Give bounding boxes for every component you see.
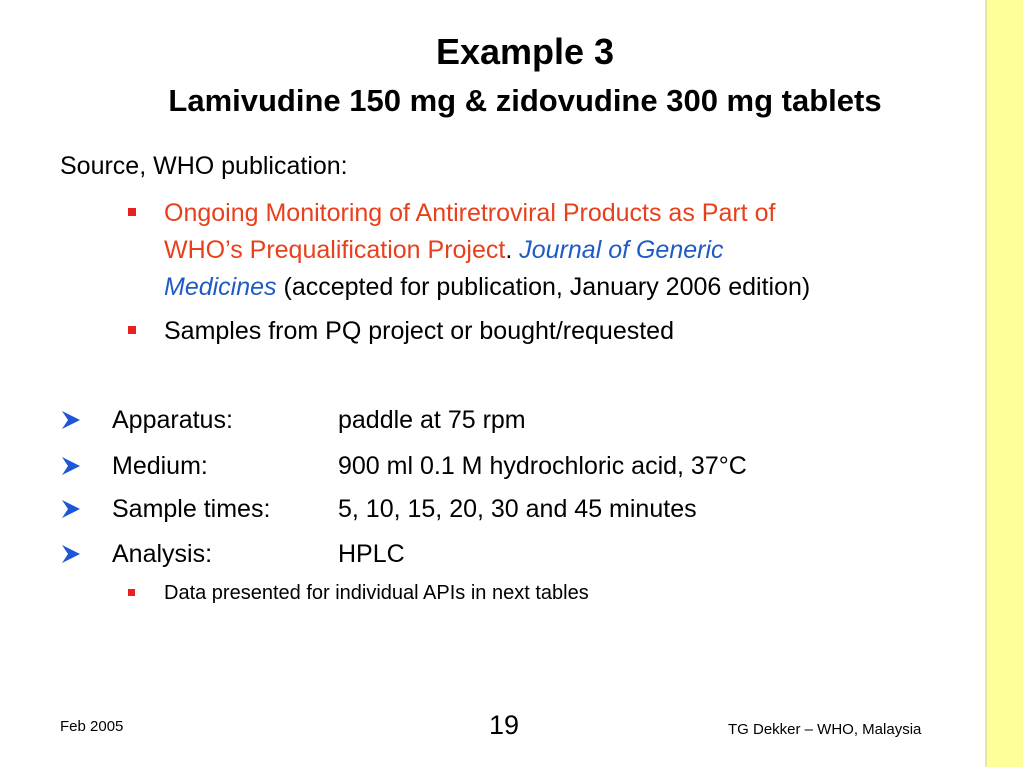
red-square-bullet-icon: [128, 208, 136, 216]
param-value-analysis: HPLC: [338, 540, 405, 568]
samples-bullet: Samples from PQ project or bought/requested: [164, 317, 674, 345]
footer-date: Feb 2005: [60, 718, 124, 735]
blue-arrow-bullet-icon: [60, 409, 82, 431]
reference-title-line1: Ongoing Monitoring of Antiretroviral Products as Part of: [164, 199, 776, 227]
reference-note: (accepted for publication, January 2006 edition): [283, 273, 811, 301]
source-heading: Source, WHO publication:: [60, 152, 348, 180]
param-label-analysis: Analysis:: [112, 540, 213, 568]
param-label-medium: Medium:: [112, 452, 208, 480]
red-square-bullet-icon: [128, 589, 135, 596]
reference-bullet: [164, 195, 964, 306]
footer-author: TG Dekker – WHO, Malaysia: [728, 721, 922, 738]
reference-period: .: [505, 236, 513, 264]
slide-title: Example 3: [435, 31, 615, 72]
blue-arrow-bullet-icon: [60, 455, 82, 477]
page-number: 19: [489, 710, 520, 740]
param-value-medium: 900 ml 0.1 M hydrochloric acid, 37°C: [338, 452, 747, 480]
analysis-note: Data presented for individual APIs in next tables: [164, 582, 589, 604]
blue-arrow-bullet-icon: [60, 498, 82, 520]
red-square-bullet-icon: [128, 326, 136, 334]
slide-subtitle: Lamivudine 150 mg & zidovudine 300 mg tablets: [168, 83, 882, 118]
journal-name-part1: Journal of Generic: [519, 236, 724, 264]
param-label-sample-times: Sample times:: [112, 495, 271, 523]
param-value-apparatus: paddle at 75 rpm: [338, 406, 526, 434]
param-value-sample-times: 5, 10, 15, 20, 30 and 45 minutes: [338, 495, 697, 523]
journal-name-part2: Medicines: [164, 273, 277, 301]
param-label-apparatus: Apparatus:: [112, 406, 233, 434]
reference-title-line2: WHO’s Prequalification Project: [164, 236, 506, 264]
blue-arrow-bullet-icon: [60, 543, 82, 565]
